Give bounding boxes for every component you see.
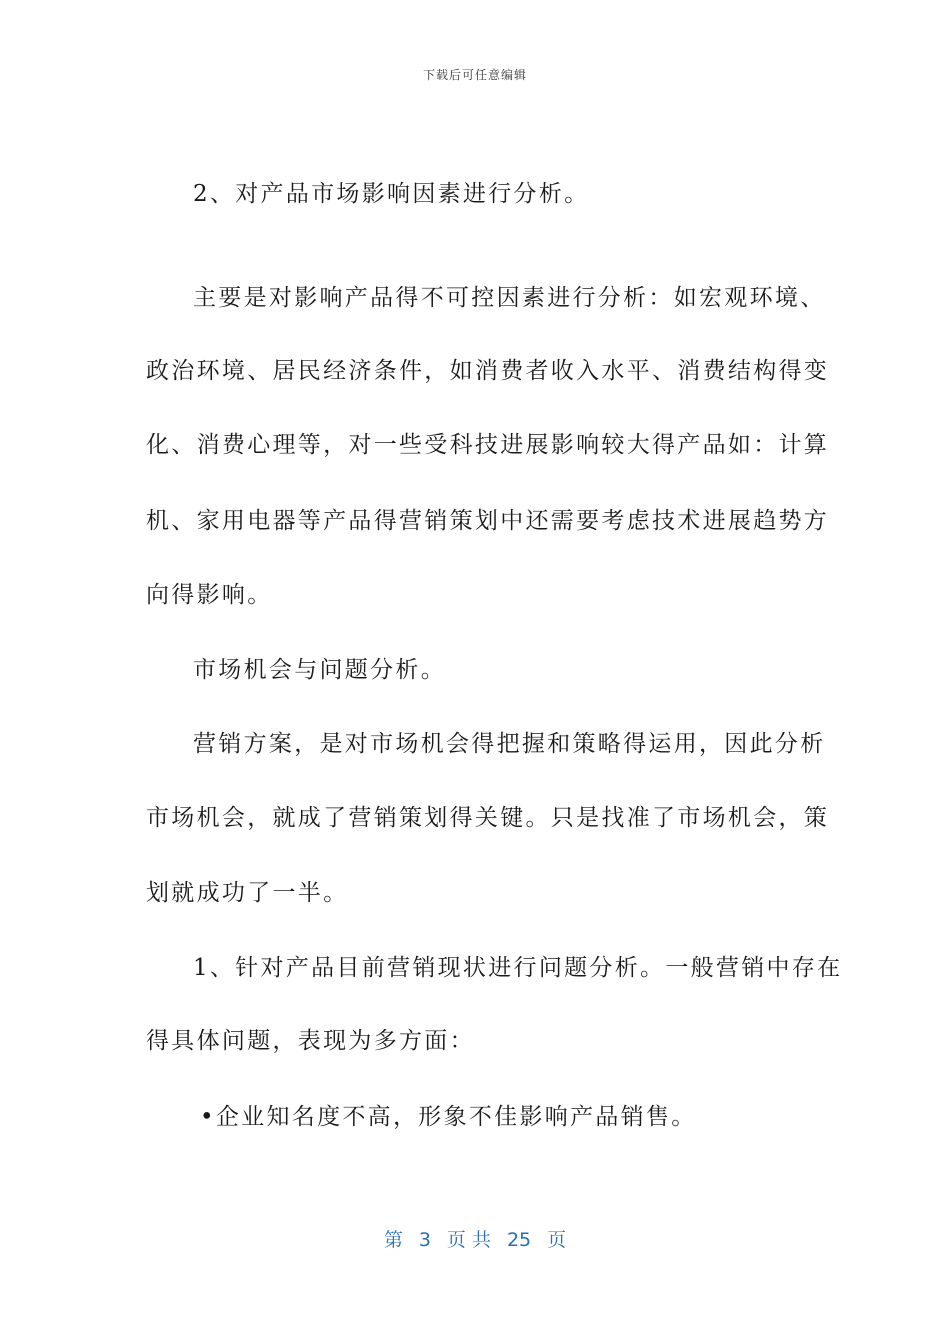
paragraph-line: 划就成功了一半。	[146, 880, 349, 906]
total-pages-number: 25	[506, 1229, 532, 1251]
paragraph-line: 政治环境、居民经济条件，如消费者收入水平、消费结构得变	[146, 358, 830, 384]
current-page-number: 3	[418, 1229, 431, 1251]
paragraph-line: 1、针对产品目前营销现状进行问题分析。一般营销中存在	[193, 955, 843, 981]
paragraph-line: 向得影响。	[146, 582, 273, 608]
page-suffix: 页	[547, 1229, 567, 1251]
paragraph-line: 营销方案，是对市场机会得把握和策略得运用，因此分析	[193, 731, 826, 757]
paragraph-line: 化、消费心理等，对一些受科技进展影响较大得产品如：计算	[146, 432, 830, 458]
paragraph-line: 2、对产品市场影响因素进行分析。	[193, 181, 590, 207]
paragraph-line: 市场机会，就成了营销策划得关键。只是找准了市场机会，策	[146, 805, 830, 831]
page-number-footer	[0, 1225, 950, 1252]
paragraph-line: 主要是对影响产品得不可控因素进行分析：如宏观环境、	[193, 285, 826, 311]
paragraph-line: 机、家用电器等产品得营销策划中还需要考虑技术进展趋势方	[146, 508, 830, 534]
header-note: 下载后可任意编辑	[422, 68, 527, 82]
paragraph-line: 市场机会与问题分析。	[193, 657, 446, 683]
bullet-item: •企业知名度不高，形象不佳影响产品销售。	[200, 1104, 697, 1130]
paragraph-line: 得具体问题，表现为多方面：	[146, 1028, 475, 1054]
page-mid-text: 页 共	[446, 1229, 491, 1251]
page-prefix: 第	[383, 1229, 403, 1251]
